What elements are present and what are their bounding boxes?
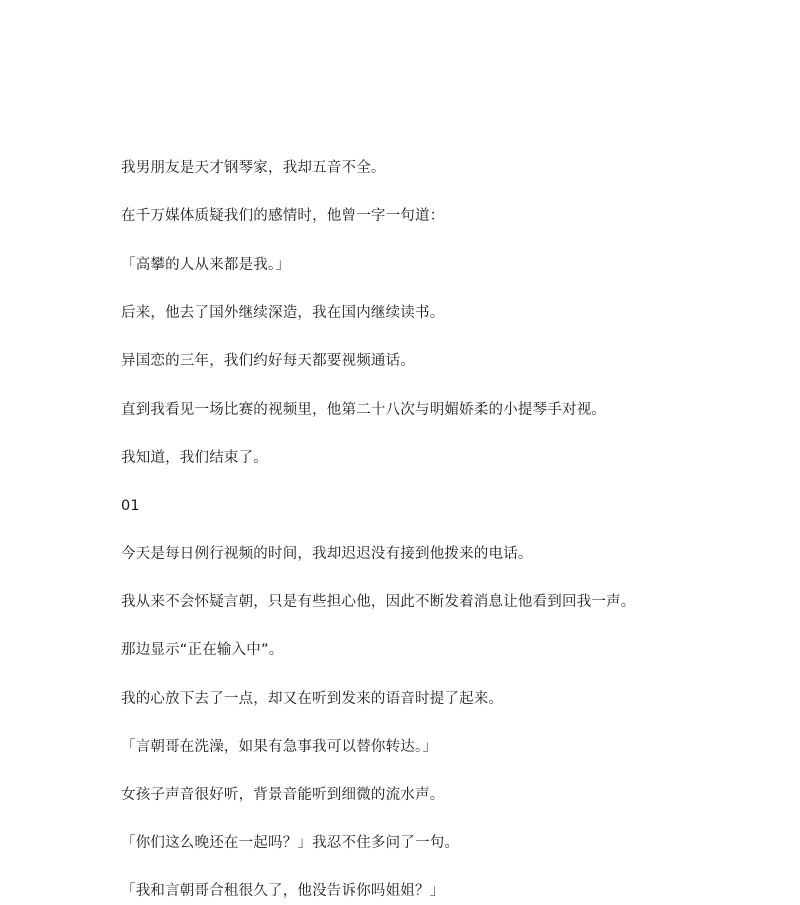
- paragraph-2: 在千万媒体质疑我们的感情时，他曾一字一句道：: [121, 208, 445, 224]
- chapter-number: 01: [121, 498, 140, 514]
- paragraph-11: 那边显示“正在输入中”。: [121, 642, 284, 658]
- paragraph-5: 异国恋的三年，我们约好每天都要视频通话。: [121, 353, 415, 369]
- paragraph-6: 直到我看见一场比赛的视频里，他第二十八次与明媚娇柔的小提琴手对视。: [121, 402, 607, 418]
- paragraph-4: 后来，他去了国外继续深造，我在国内继续读书。: [121, 305, 445, 321]
- paragraph-13: 「言朝哥在洗澡，如果有急事我可以替你转达。」: [121, 739, 438, 755]
- paragraph-12: 我的心放下去了一点，却又在听到发来的语音时提了起来。: [121, 691, 504, 707]
- paragraph-1: 我男朋友是天才钢琴家，我却五音不全。: [121, 160, 386, 176]
- paragraph-3: 「高攀的人从来都是我。」: [121, 257, 291, 273]
- paragraph-15: 「你们这么晚还在一起吗？」我忍不住多问了一句。: [121, 835, 460, 851]
- paragraph-7: 我知道，我们结束了。: [121, 450, 268, 466]
- paragraph-14: 女孩子声音很好听，背景音能听到细微的流水声。: [121, 787, 445, 803]
- paragraph-16: 「我和言朝哥合租很久了，他没告诉你吗姐姐？」: [121, 883, 445, 899]
- paragraph-10: 我从来不会怀疑言朝，只是有些担心他，因此不断发着消息让他看到回我一声。: [121, 594, 636, 610]
- paragraph-9: 今天是每日例行视频的时间，我却迟迟没有接到他拨来的电话。: [121, 546, 533, 562]
